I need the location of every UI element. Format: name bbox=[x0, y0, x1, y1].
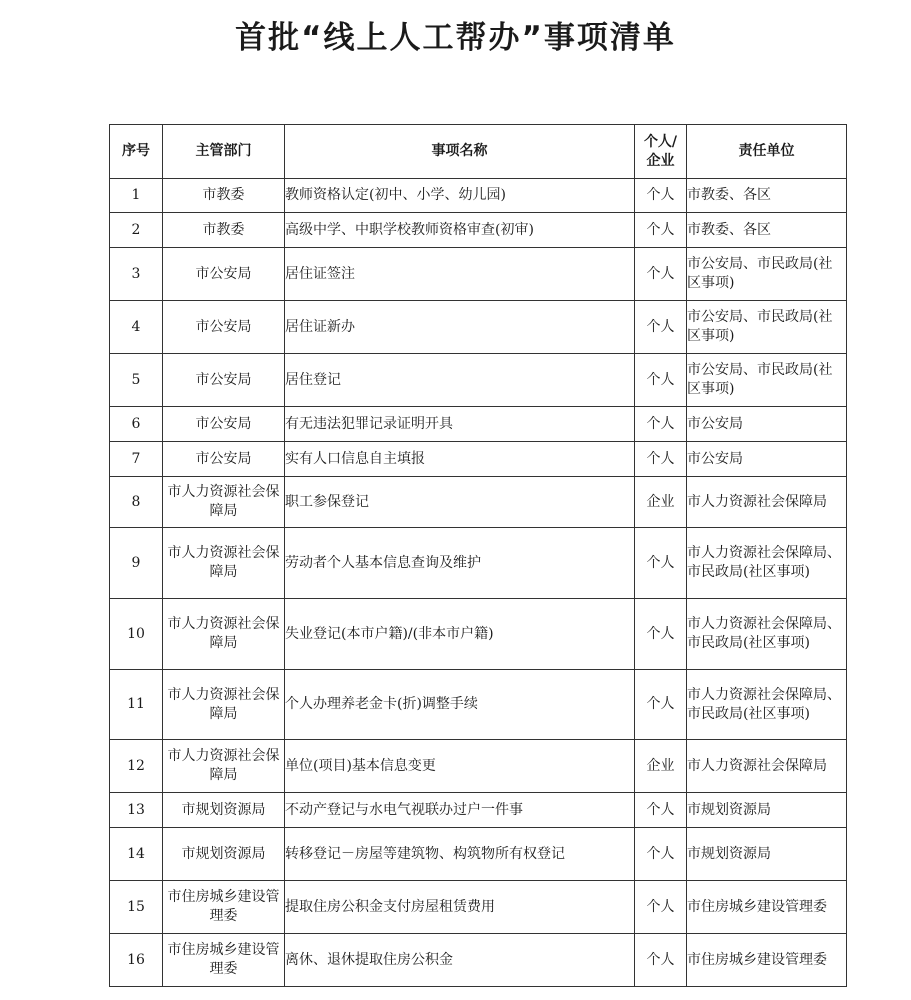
cell-type: 企业 bbox=[635, 740, 687, 793]
cell-dept: 市人力资源社会保障局 bbox=[163, 528, 285, 599]
cell-item: 离休、退休提取住房公积金 bbox=[285, 934, 635, 987]
cell-type: 个人 bbox=[635, 881, 687, 934]
table-row bbox=[110, 477, 847, 528]
cell-no: 16 bbox=[110, 934, 163, 987]
cell-item: 高级中学、中职学校教师资格审查(初审) bbox=[285, 213, 635, 248]
cell-no: 12 bbox=[110, 740, 163, 793]
cell-dept: 市人力资源社会保障局 bbox=[163, 670, 285, 740]
cell-item: 转移登记－房屋等建筑物、构筑物所有权登记 bbox=[285, 828, 635, 881]
cell-dept: 市公安局 bbox=[163, 248, 285, 301]
cell-dept: 市教委 bbox=[163, 179, 285, 213]
cell-unit: 市教委、各区 bbox=[687, 213, 847, 248]
cell-dept: 市公安局 bbox=[163, 301, 285, 354]
cell-unit: 市住房城乡建设管理委 bbox=[687, 934, 847, 987]
cell-unit: 市公安局 bbox=[687, 407, 847, 442]
cell-no: 2 bbox=[110, 213, 163, 248]
table-row bbox=[110, 301, 847, 354]
cell-no: 3 bbox=[110, 248, 163, 301]
cell-no: 10 bbox=[110, 599, 163, 670]
cell-item: 居住登记 bbox=[285, 354, 635, 407]
cell-dept: 市住房城乡建设管理委 bbox=[163, 881, 285, 934]
cell-item: 失业登记(本市户籍)/(非本市户籍) bbox=[285, 599, 635, 670]
cell-dept: 市规划资源局 bbox=[163, 828, 285, 881]
cell-no: 11 bbox=[110, 670, 163, 740]
cell-type: 个人 bbox=[635, 407, 687, 442]
cell-item: 提取住房公积金支付房屋租赁费用 bbox=[285, 881, 635, 934]
cell-no: 7 bbox=[110, 442, 163, 477]
cell-no: 1 bbox=[110, 179, 163, 213]
cell-unit: 市公安局、市民政局(社区事项) bbox=[687, 248, 847, 301]
cell-no: 5 bbox=[110, 354, 163, 407]
cell-unit: 市人力资源社会保障局、市民政局(社区事项) bbox=[687, 528, 847, 599]
cell-no: 8 bbox=[110, 477, 163, 528]
cell-item: 实有人口信息自主填报 bbox=[285, 442, 635, 477]
cell-dept: 市人力资源社会保障局 bbox=[163, 740, 285, 793]
table-row bbox=[110, 407, 847, 442]
cell-dept: 市规划资源局 bbox=[163, 793, 285, 828]
cell-dept: 市教委 bbox=[163, 213, 285, 248]
cell-no: 9 bbox=[110, 528, 163, 599]
cell-item: 不动产登记与水电气视联办过户一件事 bbox=[285, 793, 635, 828]
cell-item: 教师资格认定(初中、小学、幼儿园) bbox=[285, 179, 635, 213]
cell-item: 职工参保登记 bbox=[285, 477, 635, 528]
cell-type: 个人 bbox=[635, 213, 687, 248]
header-type-line2: 企业 bbox=[646, 152, 675, 169]
item-list-table bbox=[109, 124, 847, 987]
header-no: 序号 bbox=[110, 125, 163, 179]
header-item: 事项名称 bbox=[285, 125, 635, 179]
table-row bbox=[110, 740, 847, 793]
cell-unit: 市住房城乡建设管理委 bbox=[687, 881, 847, 934]
cell-dept: 市公安局 bbox=[163, 442, 285, 477]
cell-type: 个人 bbox=[635, 301, 687, 354]
cell-type: 个人 bbox=[635, 670, 687, 740]
table-row bbox=[110, 828, 847, 881]
cell-item: 居住证签注 bbox=[285, 248, 635, 301]
cell-dept: 市人力资源社会保障局 bbox=[163, 477, 285, 528]
table-row bbox=[110, 881, 847, 934]
header-unit: 责任单位 bbox=[687, 125, 847, 179]
cell-dept: 市公安局 bbox=[163, 354, 285, 407]
cell-dept: 市住房城乡建设管理委 bbox=[163, 934, 285, 987]
page-title: 首批“线上人工帮办”事项清单 bbox=[235, 20, 676, 56]
cell-type: 企业 bbox=[635, 477, 687, 528]
cell-type: 个人 bbox=[635, 179, 687, 213]
cell-type: 个人 bbox=[635, 354, 687, 407]
cell-dept: 市公安局 bbox=[163, 407, 285, 442]
table-row bbox=[110, 599, 847, 670]
cell-no: 13 bbox=[110, 793, 163, 828]
cell-type: 个人 bbox=[635, 528, 687, 599]
header-dept: 主管部门 bbox=[163, 125, 285, 179]
header-type bbox=[635, 125, 687, 179]
table-row bbox=[110, 670, 847, 740]
table-row bbox=[110, 528, 847, 599]
table-row bbox=[110, 934, 847, 987]
cell-type: 个人 bbox=[635, 248, 687, 301]
table-row bbox=[110, 793, 847, 828]
cell-unit: 市公安局、市民政局(社区事项) bbox=[687, 354, 847, 407]
table-row bbox=[110, 442, 847, 477]
table-row bbox=[110, 179, 847, 213]
cell-type: 个人 bbox=[635, 793, 687, 828]
table-row bbox=[110, 248, 847, 301]
header-type-line1: 个人/ bbox=[643, 133, 678, 150]
cell-type: 个人 bbox=[635, 599, 687, 670]
cell-no: 14 bbox=[110, 828, 163, 881]
table-header-row bbox=[110, 125, 847, 179]
table-row bbox=[110, 213, 847, 248]
cell-unit: 市人力资源社会保障局、市民政局(社区事项) bbox=[687, 599, 847, 670]
cell-type: 个人 bbox=[635, 828, 687, 881]
cell-item: 有无违法犯罪记录证明开具 bbox=[285, 407, 635, 442]
cell-type: 个人 bbox=[635, 442, 687, 477]
cell-item: 劳动者个人基本信息查询及维护 bbox=[285, 528, 635, 599]
cell-unit: 市人力资源社会保障局 bbox=[687, 740, 847, 793]
table-row bbox=[110, 354, 847, 407]
cell-item: 个人办理养老金卡(折)调整手续 bbox=[285, 670, 635, 740]
cell-no: 6 bbox=[110, 407, 163, 442]
cell-unit: 市规划资源局 bbox=[687, 828, 847, 881]
cell-type: 个人 bbox=[635, 934, 687, 987]
cell-no: 4 bbox=[110, 301, 163, 354]
cell-unit: 市人力资源社会保障局 bbox=[687, 477, 847, 528]
cell-item: 居住证新办 bbox=[285, 301, 635, 354]
cell-unit: 市教委、各区 bbox=[687, 179, 847, 213]
cell-unit: 市公安局、市民政局(社区事项) bbox=[687, 301, 847, 354]
cell-unit: 市规划资源局 bbox=[687, 793, 847, 828]
cell-unit: 市公安局 bbox=[687, 442, 847, 477]
cell-unit: 市人力资源社会保障局、市民政局(社区事项) bbox=[687, 670, 847, 740]
cell-item: 单位(项目)基本信息变更 bbox=[285, 740, 635, 793]
cell-dept: 市人力资源社会保障局 bbox=[163, 599, 285, 670]
cell-no: 15 bbox=[110, 881, 163, 934]
